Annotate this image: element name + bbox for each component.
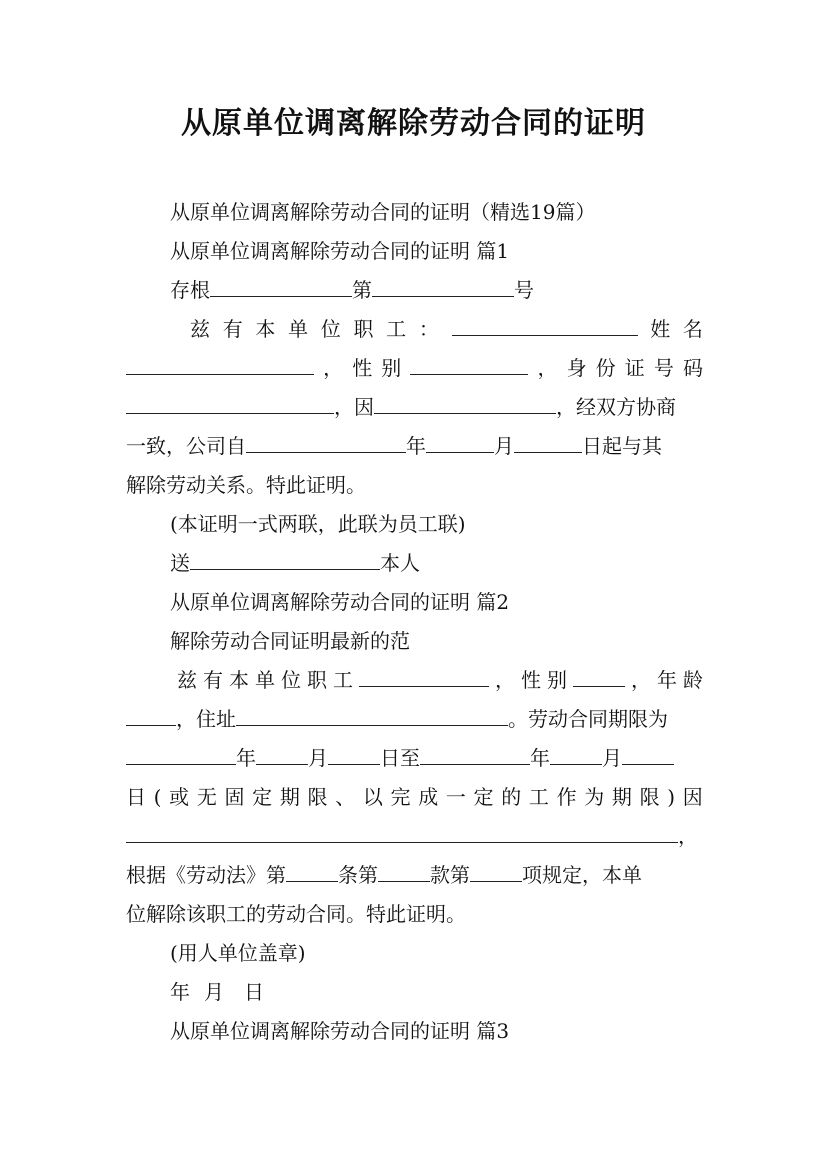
- stub-line: [170, 276, 534, 304]
- p1-line-1: 兹 有 本 单 位 职 工 ： 姓 名: [190, 317, 703, 341]
- blank-field: [126, 354, 314, 375]
- stub-label: 存根: [170, 278, 210, 302]
- blank-field: [236, 705, 508, 726]
- blank-field: [126, 822, 678, 843]
- blank-field: [256, 744, 308, 765]
- blank-field: [246, 432, 406, 453]
- blank-field: [126, 705, 176, 726]
- blank-field: [328, 744, 380, 765]
- blank-field: [190, 549, 380, 570]
- section-heading-2: 从原单位调离解除劳动合同的证明 篇2: [170, 590, 510, 614]
- p2-line-2: ，住址 。劳动合同期限为: [126, 705, 668, 733]
- blank-field: [210, 276, 352, 297]
- blank-field: [622, 744, 674, 765]
- blank-field: [470, 861, 522, 882]
- blank-field: [452, 315, 638, 336]
- blank-field: [372, 276, 514, 297]
- blank-field: [374, 393, 556, 414]
- blank-field: [550, 744, 602, 765]
- p1-line-5: 解除劳动关系。特此证明。: [126, 473, 366, 497]
- date-line: 年 月 日: [170, 980, 264, 1004]
- blank-field: [420, 744, 530, 765]
- blank-field: [286, 861, 338, 882]
- document-title: 从原单位调离解除劳动合同的证明: [181, 106, 646, 141]
- p2-subheading: 解除劳动合同证明最新的范: [170, 629, 410, 653]
- blank-field: [514, 432, 582, 453]
- section-heading-1: 从原单位调离解除劳动合同的证明 篇1: [170, 239, 510, 263]
- stub-no-label: 号: [514, 278, 534, 302]
- blank-field: [126, 744, 236, 765]
- blank-field: [126, 393, 334, 414]
- p2-line-6: 根据《劳动法》第 条第 款第 项规定，本单: [126, 863, 642, 887]
- p2-line-5: ，: [126, 822, 698, 850]
- p1-line-2: ， 性 别 ， 身 份 证 号 码: [126, 354, 703, 382]
- blank-field: [410, 354, 528, 375]
- seal-line: (用人单位盖章): [170, 941, 306, 965]
- blank-field: [426, 432, 494, 453]
- section-heading-3: 从原单位调离解除劳动合同的证明 篇3: [170, 1019, 510, 1043]
- stub-number-label: 第: [352, 278, 372, 302]
- p2-line-1: 兹 有 本 单 位 职 工 ， 性 别 ， 年 龄: [177, 668, 703, 692]
- p2-line-4: 日 ( 或 无 固 定 期 限 、 以 完 成 一 定 的 工 作 为 期 限 ) 因: [126, 785, 703, 809]
- intro-line: 从原单位调离解除劳动合同的证明（精选19篇）: [170, 200, 596, 224]
- send-line: 送 本人: [170, 551, 420, 575]
- p2-line-7: 位解除该职工的劳动合同。特此证明。: [126, 902, 466, 926]
- blank-field: [359, 666, 489, 687]
- p1-line-4: 一致，公司自 年 月 日起与其: [126, 434, 662, 458]
- p2-line-3: 年 月 日至 年 月: [126, 744, 674, 772]
- blank-field: [378, 861, 430, 882]
- p1-line-3: ，因 ，经双方协商: [126, 393, 676, 421]
- p1-note: (本证明一式两联，此联为员工联): [170, 512, 466, 536]
- blank-field: [573, 666, 625, 687]
